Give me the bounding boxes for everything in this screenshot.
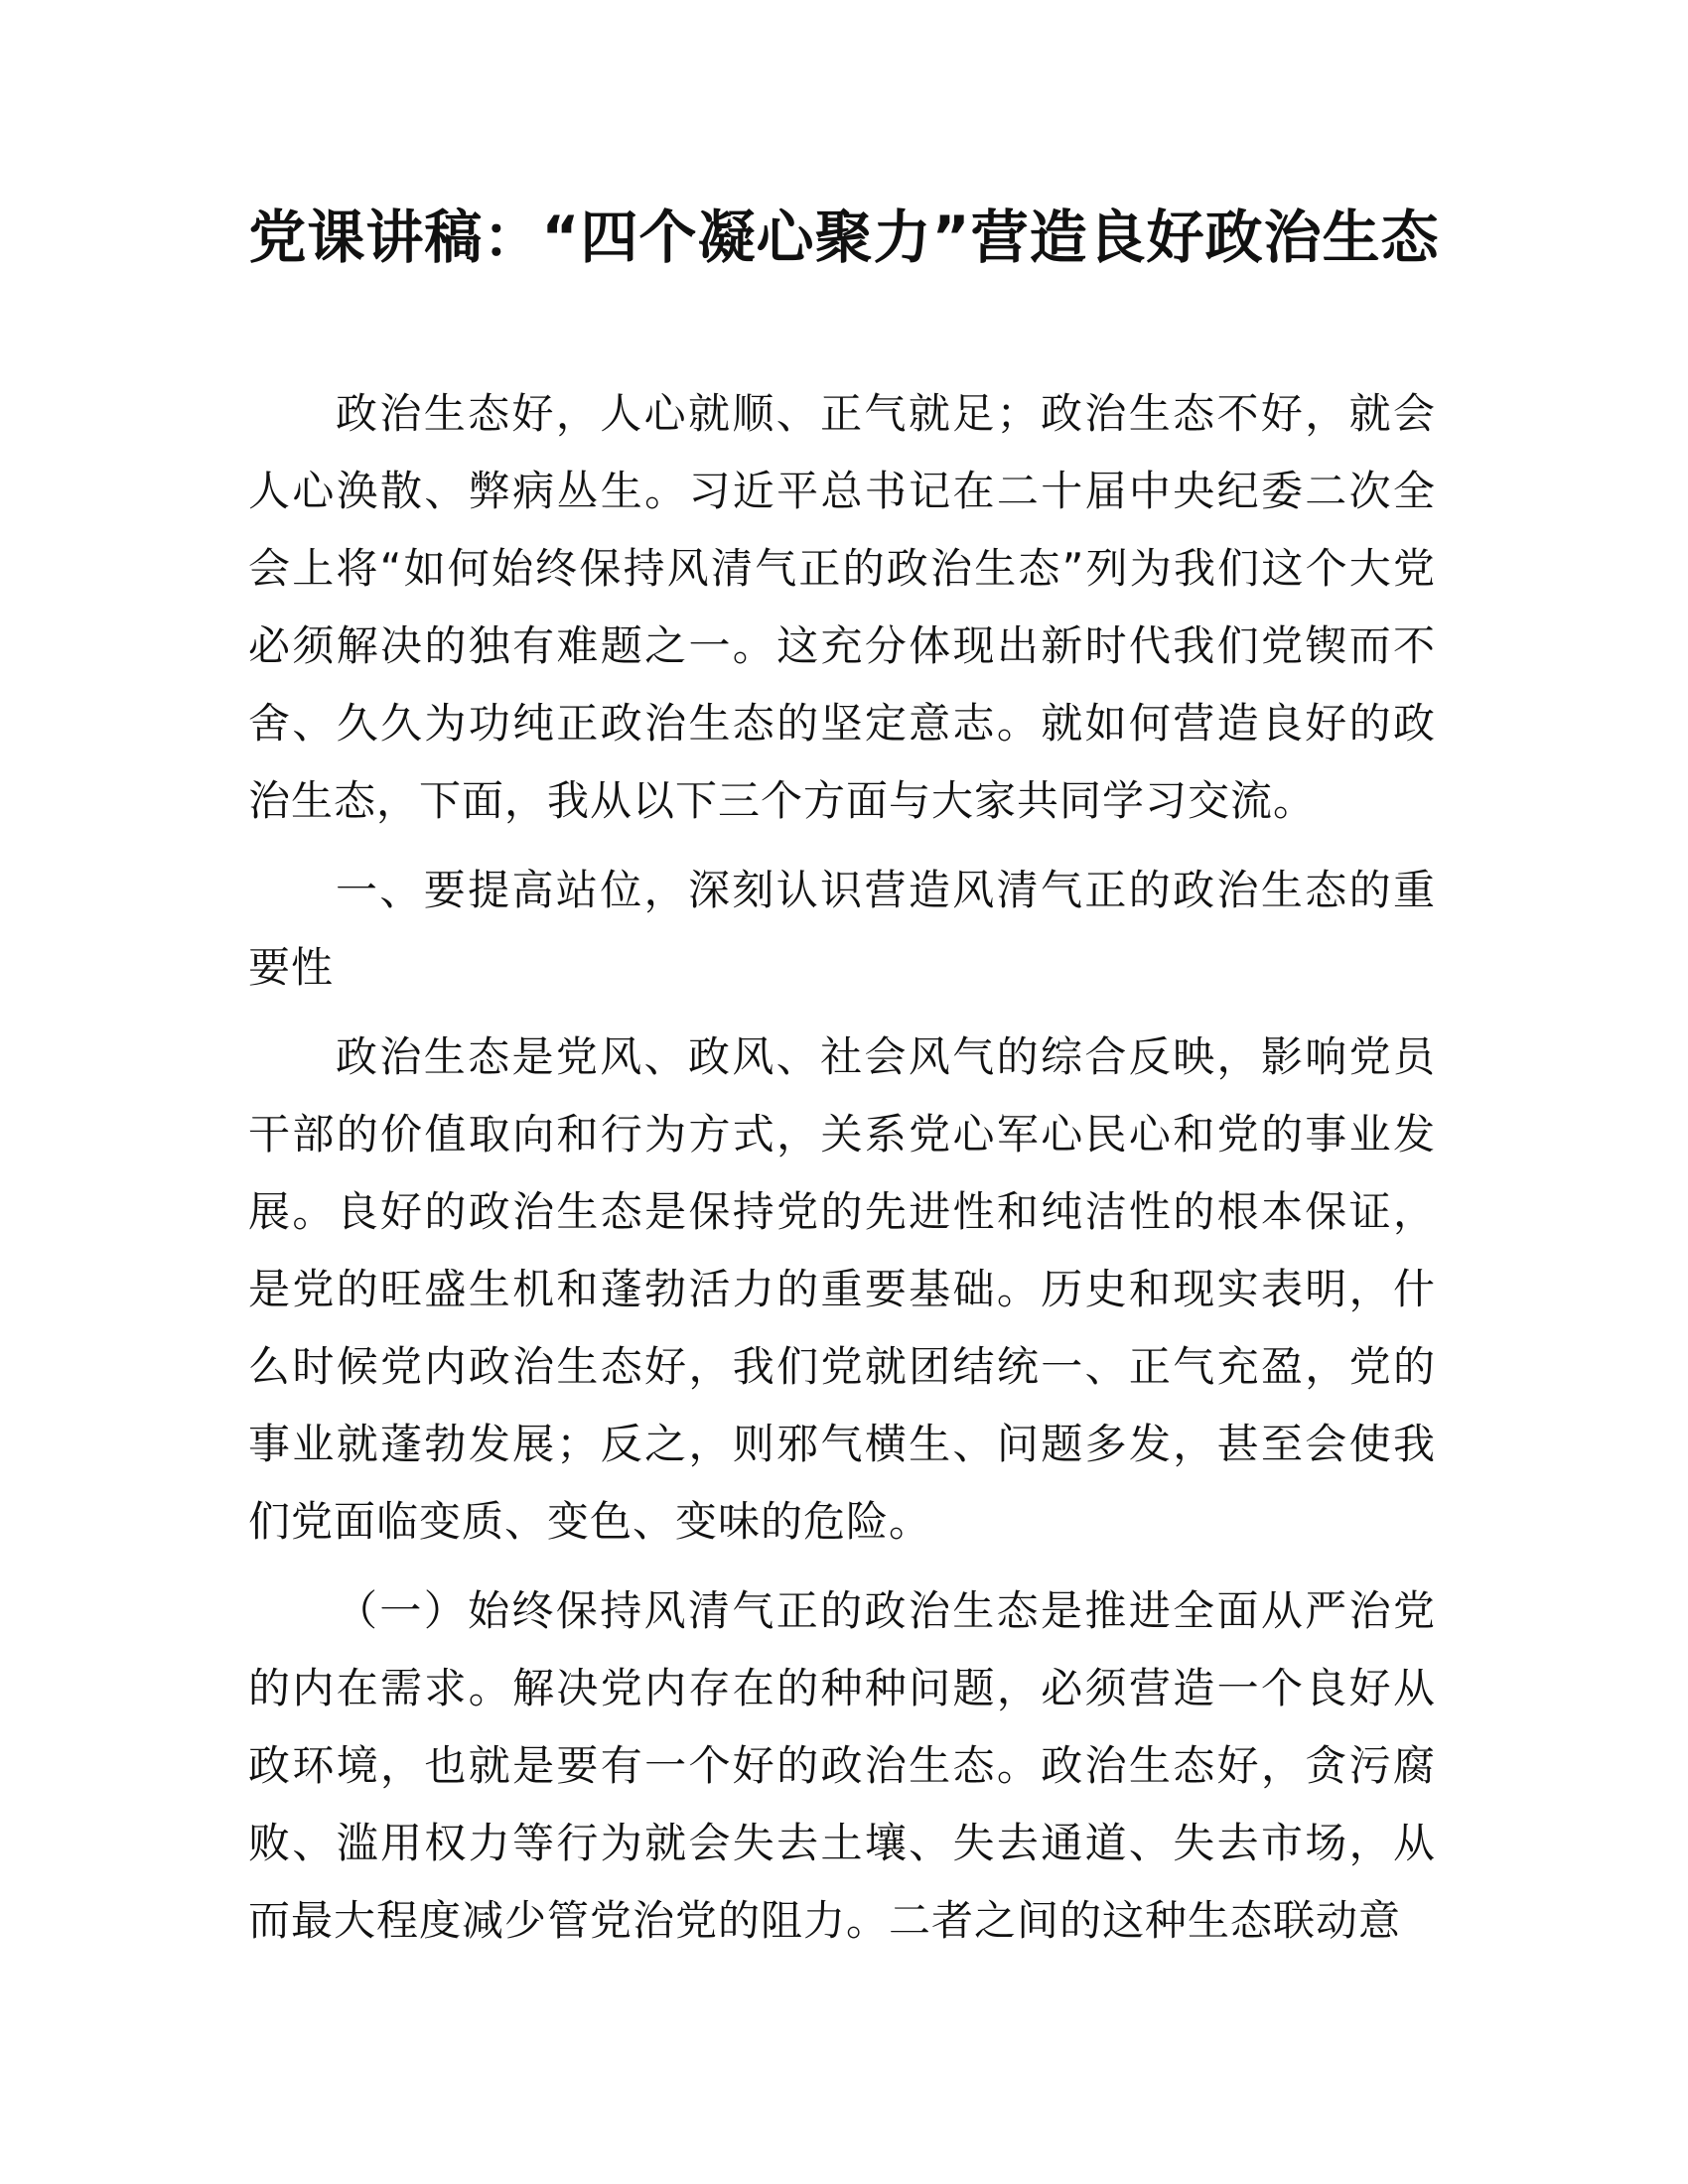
section-heading-1: 一、要提高站位，深刻认识营造风清气正的政治生态的重要性 <box>248 866 1436 992</box>
document-title: 党课讲稿：“四个凝心聚力”营造良好政治生态 <box>248 204 1440 271</box>
intro-paragraph: 政治生态好，人心就顺、正气就足；政治生态不好，就会人心涣散、弊病丛生。习近平总书记在二十届中央纪委二次全会上将“如何始终保持风清气正的政治生态”列为我们这个大党必须解决的独有难题之一。这充分体现出新时代我们党锲而不舍、久久为功纯正政治生态的坚定意志。就如何营造良好的政治生态，下面，我从以下三个方面与大家共同学习交流。 <box>248 389 1436 825</box>
subsection-1-paragraph: （一）始终保持风清气正的政治生态是推进全面从严治党的内在需求。解决党内存在的种种问题，必须营造一个良好从政环境，也就是要有一个好的政治生态。政治生态好，贪污腐败、滥用权力等行为就会失去土壤、失去通道、失去市场，从而最大程度减少管党治党的阻力。二者之间的这种生态联动意 <box>248 1586 1436 1945</box>
document-body <box>248 375 1436 1972</box>
section-1-paragraph: 政治生态是党风、政风、社会风气的综合反映，影响党员干部的价值取向和行为方式，关系党心军心民心和党的事业发展。良好的政治生态是保持党的先进性和纯洁性的根本保证，是党的旺盛生机和蓬勃活力的重要基础。历史和现实表明，什么时候党内政治生态好，我们党就团结统一、正气充盈，党的事业就蓬勃发展；反之，则邪气横生、问题多发，甚至会使我们党面临变质、变色、变味的危险。 <box>248 1032 1436 1546</box>
